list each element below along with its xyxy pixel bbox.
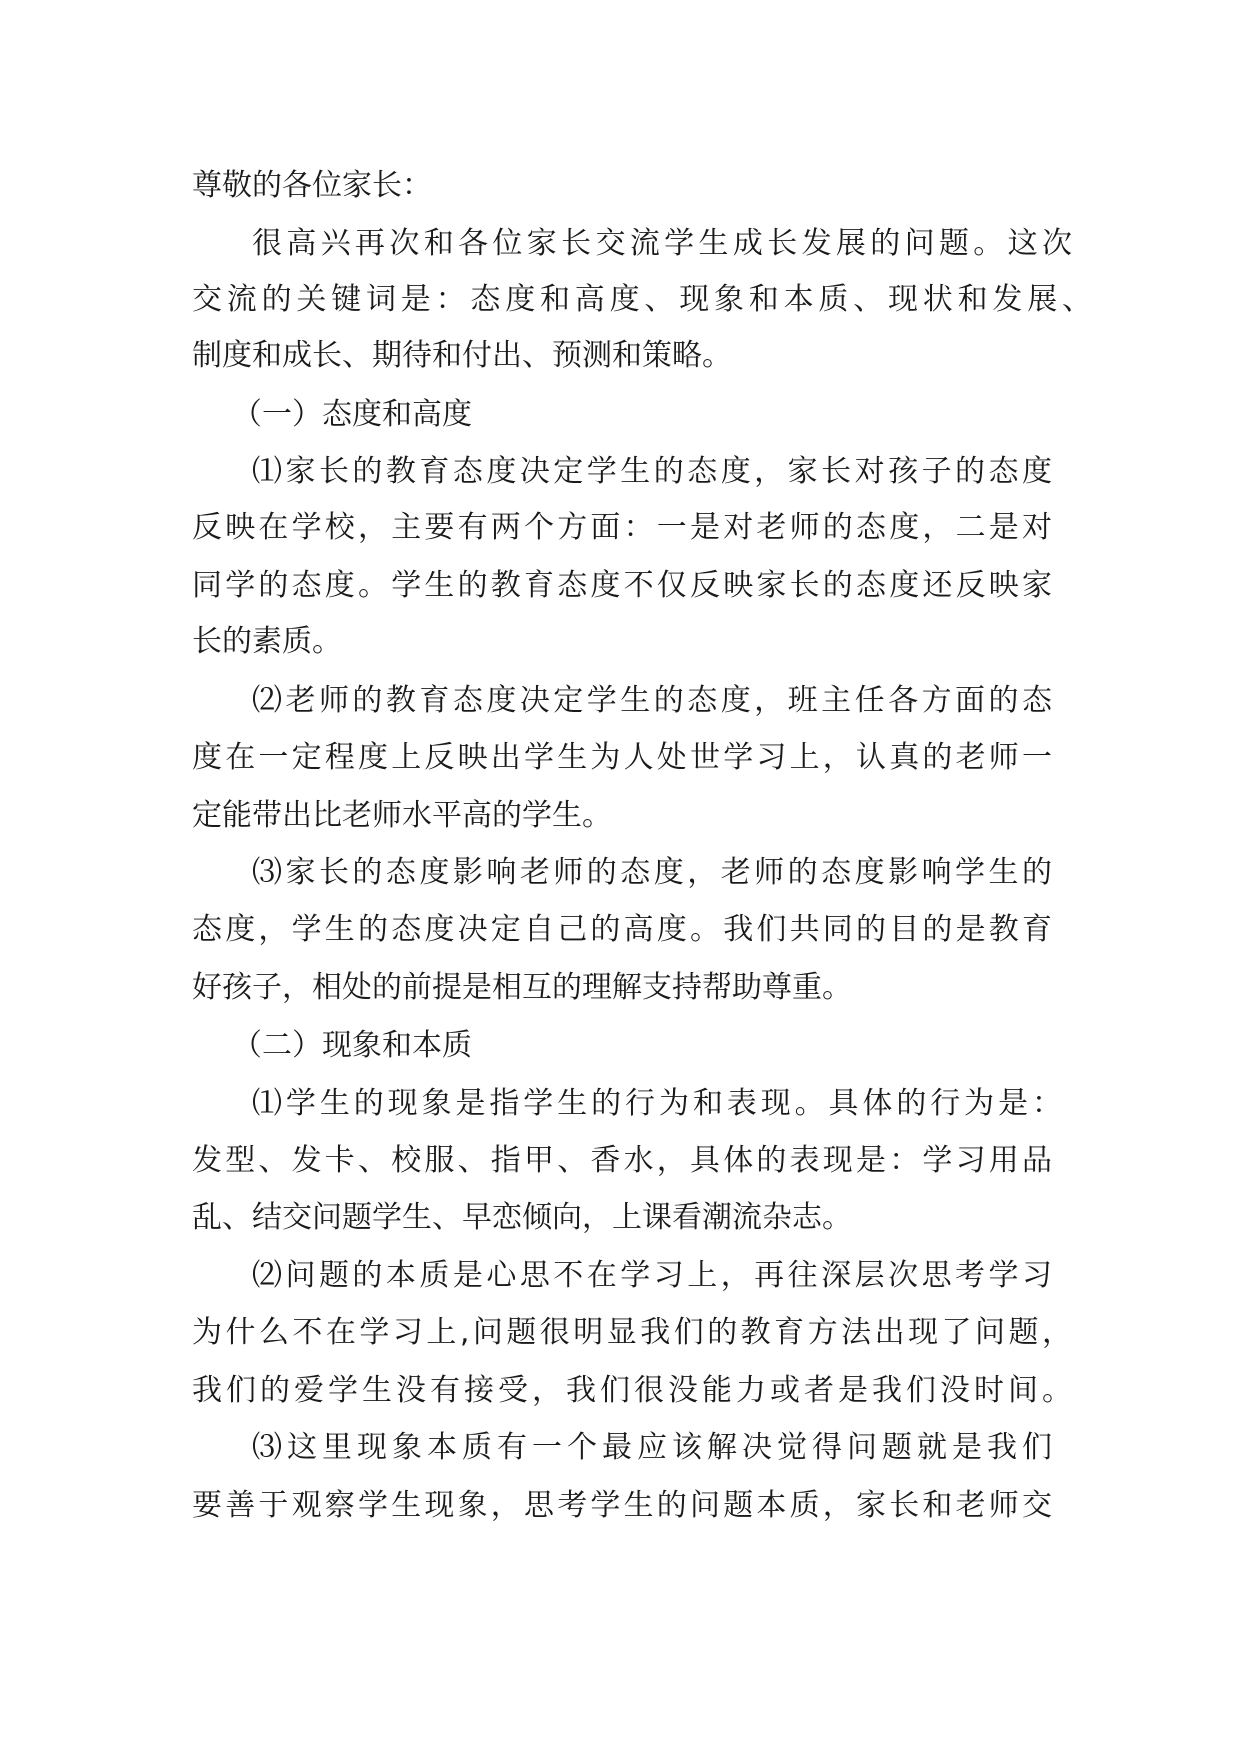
paragraph-line: ⑵老师的教育态度决定学生的态度，班主任各方面的态 bbox=[252, 683, 1052, 718]
paragraph-line: 很高兴再次和各位家长交流学生成长发展的问题。这次 bbox=[252, 226, 1072, 261]
paragraph-line: 乱、结交问题学生、早恋倾向，上课看潮流杂志。 bbox=[192, 1200, 852, 1235]
paragraph-line: 长的素质。 bbox=[192, 624, 342, 659]
section-heading: （二）现象和本质 bbox=[232, 1028, 472, 1063]
paragraph-line: 制度和成长、期待和付出、预测和策略。 bbox=[192, 338, 732, 373]
paragraph-line: 我们的爱学生没有接受，我们很没能力或者是我们没时间。 bbox=[192, 1373, 1072, 1408]
paragraph-line: 好孩子，相处的前提是相互的理解支持帮助尊重。 bbox=[192, 970, 852, 1005]
paragraph-line: ⑴学生的现象是指学生的行为和表现。具体的行为是： bbox=[252, 1086, 1062, 1121]
section-heading: （一）态度和高度 bbox=[232, 397, 472, 432]
paragraph-line: 发型、发卡、校服、指甲、香水，具体的表现是：学习用品 bbox=[192, 1143, 1052, 1178]
paragraph-line: 度在一定程度上反映出学生为人处世学习上，认真的老师一 bbox=[192, 740, 1052, 775]
paragraph-line: ⑶这里现象本质有一个最应该解决觉得问题就是我们 bbox=[252, 1430, 1052, 1465]
paragraph-line: 同学的态度。学生的教育态度不仅反映家长的态度还反映家 bbox=[192, 568, 1052, 603]
paragraph-line: ⑶家长的态度影响老师的态度，老师的态度影响学生的 bbox=[252, 855, 1052, 890]
paragraph-line: 要善于观察学生现象，思考学生的问题本质，家长和老师交 bbox=[192, 1488, 1052, 1523]
paragraph-line: 为什么不在学习上,问题很明显我们的教育方法出现了问题， bbox=[192, 1315, 1072, 1350]
paragraph-line: 定能带出比老师水平高的学生。 bbox=[192, 798, 612, 833]
salutation: 尊敬的各位家长： bbox=[192, 168, 432, 203]
paragraph-line: ⑵问题的本质是心思不在学习上，再往深层次思考学习 bbox=[252, 1258, 1052, 1293]
paragraph-line: 态度，学生的态度决定自己的高度。我们共同的目的是教育 bbox=[192, 912, 1052, 947]
paragraph-line: 交流的关键词是：态度和高度、现象和本质、现状和发展、 bbox=[192, 282, 1092, 317]
paragraph-line: ⑴家长的教育态度决定学生的态度，家长对孩子的态度 bbox=[252, 454, 1052, 489]
paragraph-line: 反映在学校，主要有两个方面：一是对老师的态度，二是对 bbox=[192, 510, 1052, 545]
